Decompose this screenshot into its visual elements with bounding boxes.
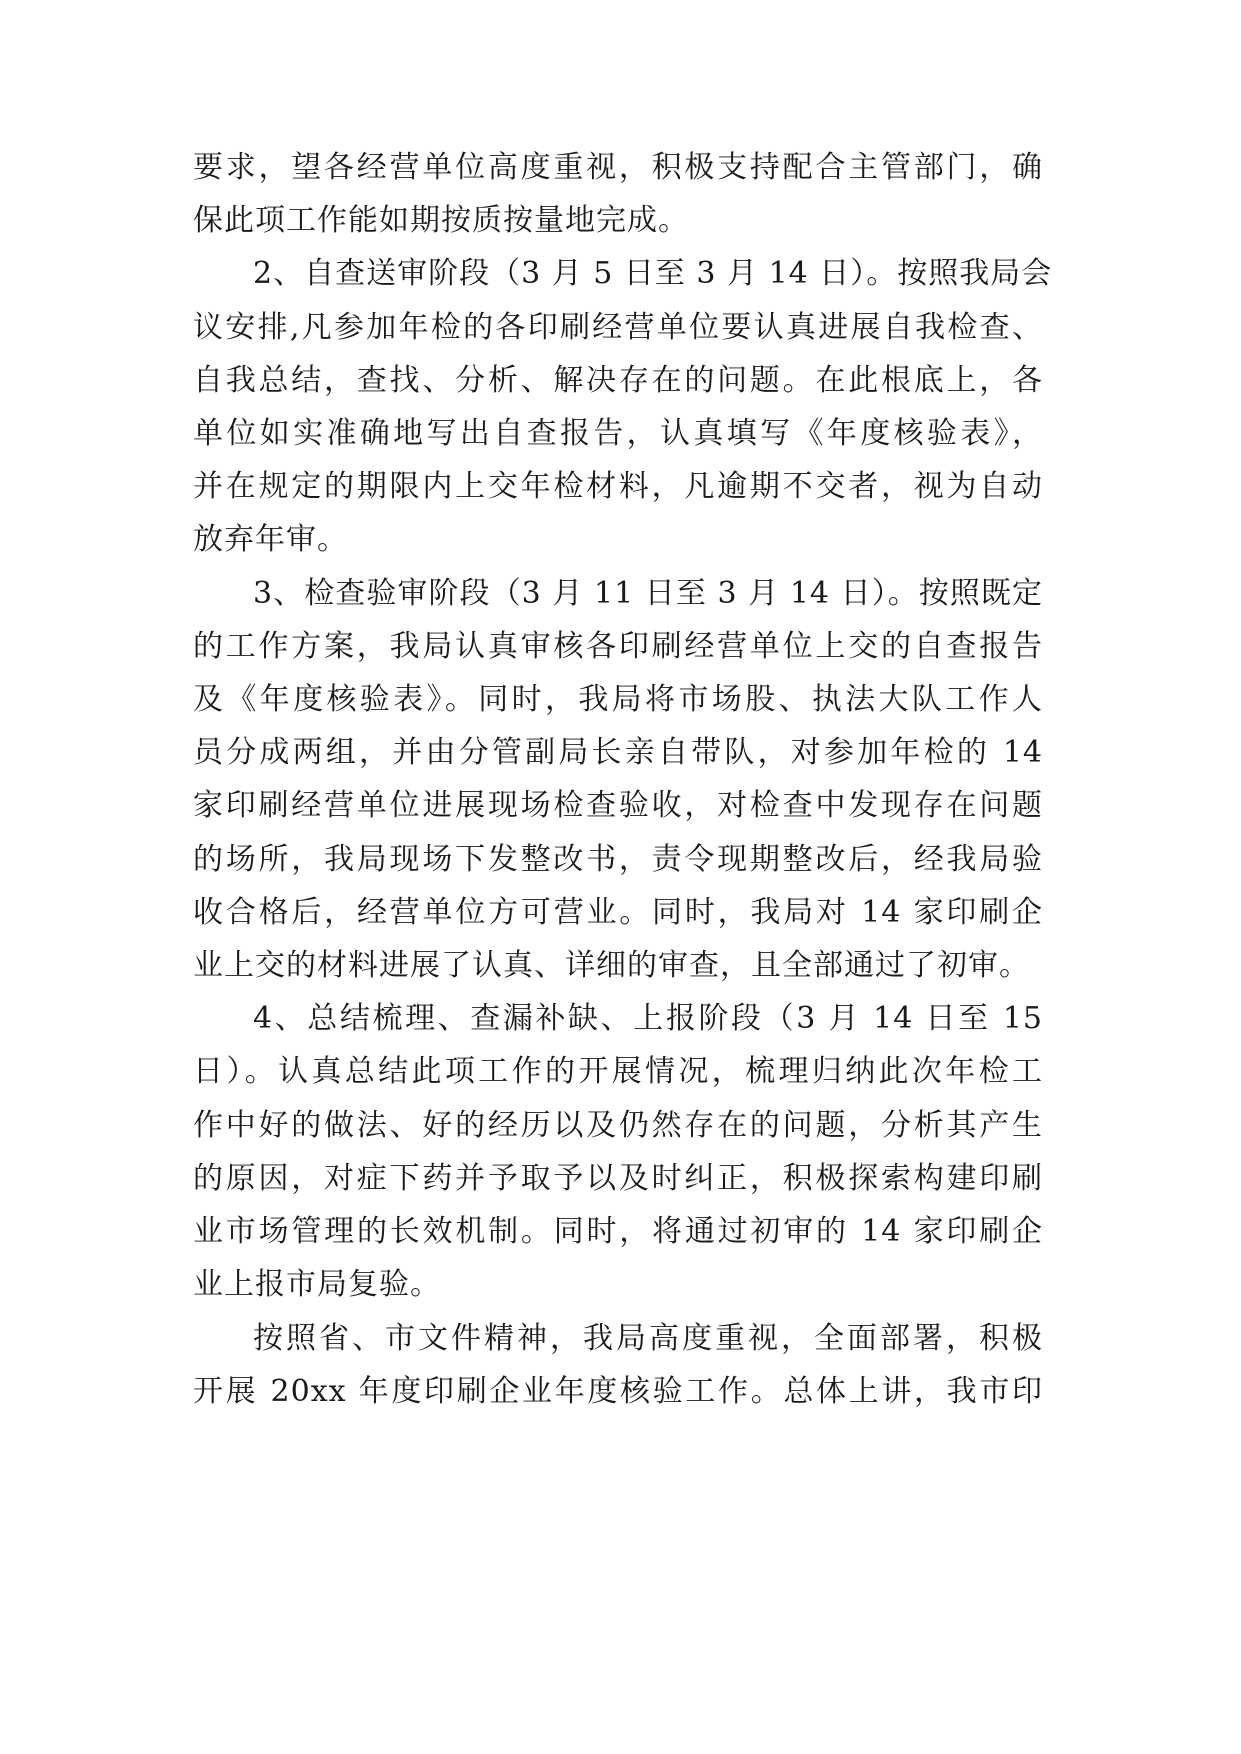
text-line: 的场所，我局现场下发整改书，责令现期整改后，经我局验 [193, 842, 1043, 877]
text-line: 员分成两组，并由分管副局长亲自带队，对参加年检的 14 [193, 735, 1043, 770]
text-line: 的原因，对症下药并予取予以及时纠正，积极探索构建印刷 [193, 1161, 1043, 1196]
text-line: 并在规定的期限内上交年检材料，凡逾期不交者，视为自动 [193, 469, 1043, 504]
text-line: 作中好的做法、好的经历以及仍然存在的问题，分析其产生 [193, 1108, 1043, 1143]
text-line: 业市场管理的长效机制。同时，将通过初审的 14 家印刷企 [193, 1214, 1043, 1249]
text-line: 业上报市局复验。 [193, 1267, 441, 1302]
text-line: 业上交的材料进展了认真、详细的审查，且全部通过了初审。 [193, 948, 1030, 983]
text-line: 保此项工作能如期按质按量地完成。 [193, 203, 689, 238]
text-line: 的工作方案，我局认真审核各印刷经营单位上交的自查报告 [193, 629, 1043, 664]
text-line: 4、总结梳理、查漏补缺、上报阶段（3 月 14 日至 15 [253, 1001, 1043, 1036]
text-line: 家印刷经营单位进展现场检查验收，对检查中发现存在问题 [193, 788, 1043, 823]
text-line: 及《年度核验表》。同时，我局将市场股、执法大队工作人 [193, 682, 1043, 717]
text-line: 收合格后，经营单位方可营业。同时，我局对 14 家印刷企 [193, 895, 1043, 930]
text-line: 3、检查验审阶段（3 月 11 日至 3 月 14 日）。按照既定 [253, 576, 1043, 611]
text-line: 放弃年审。 [193, 522, 348, 557]
text-line: 日）。认真总结此项工作的开展情况，梳理归纳此次年检工 [193, 1054, 1043, 1089]
text-line: 议安排,凡参加年检的各印刷经营单位要认真进展自我检查、 [193, 310, 1043, 345]
text-line: 要求，望各经营单位高度重视，积极支持配合主管部门，确 [193, 150, 1043, 185]
text-line: 单位如实准确地写出自查报告，认真填写《年度核验表》， [193, 416, 1043, 451]
text-line: 自我总结，查找、分析、解决存在的问题。在此根底上，各 [193, 363, 1043, 398]
text-line: 2、自查送审阶段（3 月 5 日至 3 月 14 日）。按照我局会 [253, 256, 1053, 291]
text-line: 开展 20xx 年度印刷企业年度核验工作。总体上讲，我市印 [193, 1374, 1043, 1409]
text-line: 按照省、市文件精神，我局高度重视，全面部署，积极 [253, 1321, 1043, 1356]
